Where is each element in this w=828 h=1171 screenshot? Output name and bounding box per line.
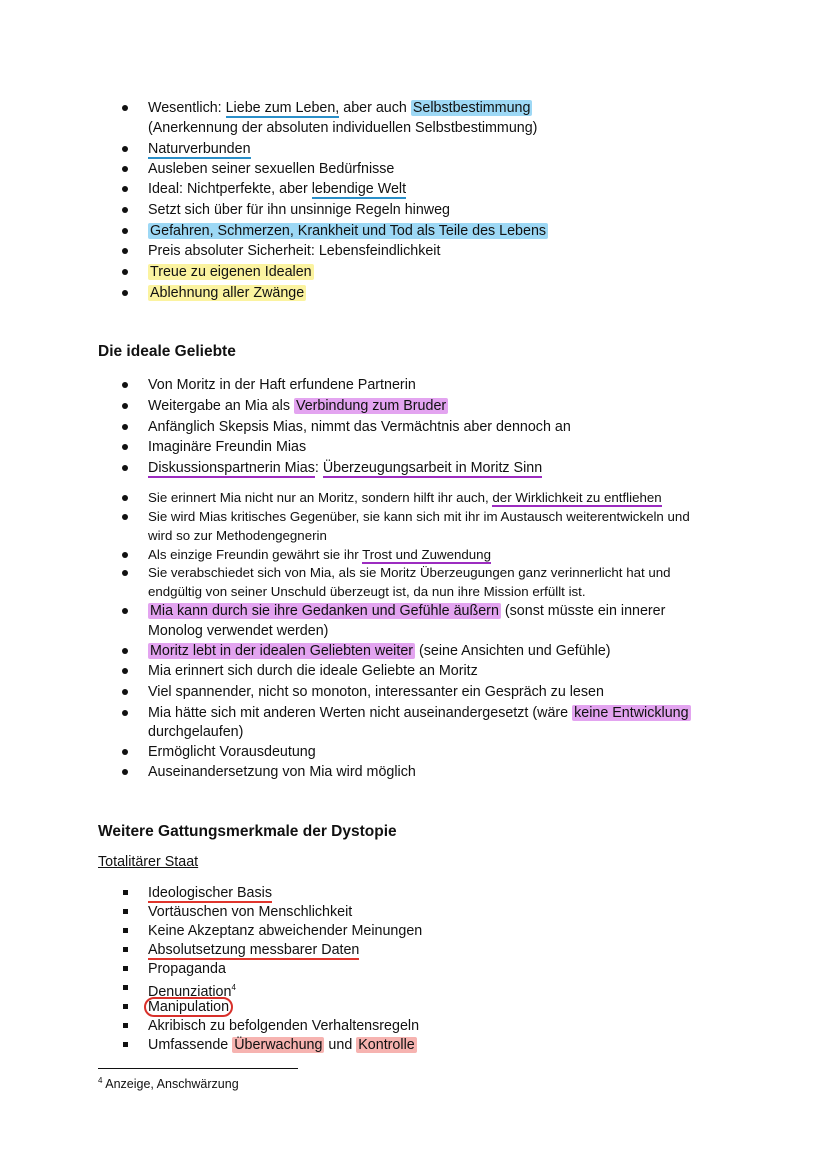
subheading-totalitaerer-staat: Totalitärer Staat (98, 854, 199, 870)
bullet (122, 424, 128, 430)
list-item: Setzt sich über für ihn unsinnige Regeln hinweg (148, 202, 451, 218)
bullet (122, 403, 128, 409)
list-item: Vortäuschen von Menschlichkeit (148, 904, 353, 920)
list-item: Ausleben seiner sexuellen Bedürfnisse (148, 161, 395, 177)
list-item: Sie wird Mias kritisches Gegenüber, sie kann sich mit ihr im Austausch weiterentwickeln und (148, 509, 690, 524)
list-item: Sie verabschiedet sich von Mia, als sie Moritz Überzeugungen ganz verinnerlicht hat und (148, 565, 671, 580)
list-item: Von Moritz in der Haft erfundene Partnerin (148, 377, 416, 393)
list-item: Mia kann durch sie ihre Gedanken und Gefühle äußern (sonst müsste ein innerer (150, 603, 666, 619)
footnote-marker: 4 (231, 983, 236, 992)
list-item: Anfänglich Skepsis Mias, nimmt das Vermächtnis aber dennoch an (148, 419, 571, 435)
list-item: Sie erinnert Mia nicht nur an Moritz, sondern hilft ihr auch, der Wirklichkeit zu entfliehen (148, 490, 662, 505)
square-bullet (123, 909, 128, 914)
footnote: $^4$ Anzeige, Anschwärzung (98, 1076, 239, 1092)
bullet (122, 648, 128, 654)
bullet (122, 146, 128, 152)
list-item: Manipulation (148, 998, 233, 1016)
bullet (122, 749, 128, 755)
list-item: Denunziation$^4$ (148, 983, 236, 1000)
list-item: Ideologischer Basis (148, 885, 272, 901)
square-bullet (123, 985, 128, 990)
square-bullet (123, 1023, 128, 1028)
list-item: Ideal: Nichtperfekte, aber lebendige Welt (148, 181, 407, 197)
bullet (122, 769, 128, 775)
list-item: Imaginäre Freundin Mias (148, 439, 307, 455)
list-item: Preis absoluter Sicherheit: Lebensfeindlichkeit (148, 243, 441, 259)
section-heading-ideale-geliebte: Die ideale Geliebte (98, 343, 236, 360)
bullet (122, 186, 128, 192)
bullet (122, 668, 128, 674)
list-item: Moritz lebt in der idealen Geliebten weiter (seine Ansichten und Gefühle) (150, 643, 611, 659)
square-bullet (123, 890, 128, 895)
list-item: Naturverbunden (148, 141, 251, 157)
list-item-continuation: endgültig von seiner Unschuld überzeugt ist, da nun ihre Mission erfüllt ist. (148, 584, 586, 599)
bullet (122, 207, 128, 213)
square-bullet (123, 947, 128, 952)
list-item: Umfassende Überwachung und Kontrolle (148, 1037, 415, 1053)
bullet (122, 608, 128, 614)
bullet (122, 570, 128, 576)
list-item: Ermöglicht Vorausdeutung (148, 744, 316, 760)
list-item: Mia hätte sich mit anderen Werten nicht auseinandergesetzt (wäre keine Entwicklung (148, 705, 689, 721)
bullet (122, 710, 128, 716)
footnote-rule (98, 1068, 298, 1069)
bullet (122, 444, 128, 450)
bullet (122, 248, 128, 254)
bullet (122, 465, 128, 471)
list-item: Viel spannender, nicht so monoton, interessanter ein Gespräch zu lesen (148, 684, 604, 700)
list-item: Keine Akzeptanz abweichender Meinungen (148, 923, 423, 939)
bullet (122, 228, 128, 234)
bullet (122, 290, 128, 296)
list-item: Ablehnung aller Zwänge (150, 285, 305, 301)
list-item: Als einzige Freundin gewährt sie ihr Trost und Zuwendung (148, 547, 491, 562)
list-item: Propaganda (148, 961, 226, 977)
bullet (122, 269, 128, 275)
square-bullet (123, 928, 128, 933)
list-item: Akribisch zu befolgenden Verhaltensregeln (148, 1018, 420, 1034)
list-item: Diskussionspartnerin Mias: Überzeugungsarbeit in Moritz Sinn (148, 460, 543, 476)
square-bullet (123, 1042, 128, 1047)
list-item: Absolutsetzung messbarer Daten (148, 942, 360, 958)
list-item: Treue zu eigenen Idealen (150, 264, 312, 280)
bullet (122, 514, 128, 520)
square-bullet (123, 1004, 128, 1009)
bullet (122, 495, 128, 501)
bullet (122, 689, 128, 695)
list-item: Mia erinnert sich durch die ideale Geliebte an Moritz (148, 663, 478, 679)
bullet (122, 166, 128, 172)
list-item: Gefahren, Schmerzen, Krankheit und Tod als Teile des Lebens (150, 223, 547, 239)
square-bullet (123, 966, 128, 971)
bullet (122, 552, 128, 558)
bullet (122, 105, 128, 111)
list-item-continuation: wird so zur Methodengegnerin (148, 528, 327, 543)
list-item-continuation: (Anerkennung der absoluten individuellen Selbstbestimmung) (148, 120, 538, 136)
list-item: Wesentlich: Liebe zum Leben, aber auch Selbstbestimmung (148, 100, 531, 116)
list-item: Weitergabe an Mia als Verbindung zum Bruder (148, 398, 447, 414)
list-item: Auseinandersetzung von Mia wird möglich (148, 764, 416, 780)
bullet (122, 382, 128, 388)
section-heading-dystopie: Weitere Gattungsmerkmale der Dystopie (98, 823, 397, 840)
list-item-continuation: Monolog verwendet werden) (148, 623, 329, 639)
list-item-continuation: durchgelaufen) (148, 724, 244, 740)
